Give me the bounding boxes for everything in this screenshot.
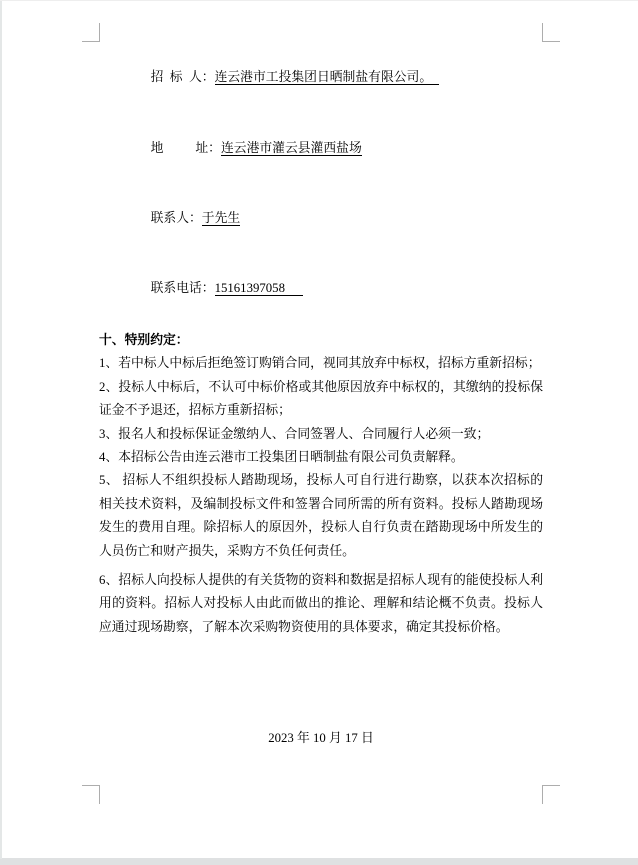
margin-crop-mark-bottom-right xyxy=(542,785,560,804)
address-value: 连云港市灌云县灌西盐场 xyxy=(220,140,362,155)
margin-crop-mark-bottom-left xyxy=(82,785,100,804)
contact-person-label: 联系人： xyxy=(150,210,202,225)
clause-1: 1、若中标人中标后拒绝签订购销合同，视同其放弃中标权，招标方重新招标； xyxy=(99,356,541,371)
address-line xyxy=(99,113,543,183)
tenderer-label: 招 标 人： xyxy=(150,70,215,85)
contact-person-line xyxy=(99,183,543,253)
special-terms-heading: 十、特别约定： xyxy=(99,332,189,347)
contact-phone-label: 联系电话： xyxy=(150,281,215,296)
clause-3: 3、报名人和投标保证金缴纳人、合同签署人、合同履行人必须一致； xyxy=(99,426,490,441)
contact-phone-value: 15161397058 xyxy=(215,281,303,296)
tenderer-line xyxy=(99,43,543,113)
clause-4: 4、本招标公告由连云港市工投集团日晒制盐有限公司负责解释。 xyxy=(99,449,464,464)
address-label: 地 址： xyxy=(150,140,221,155)
document-date: 2023 年 10 月 17 日 xyxy=(268,731,374,746)
page-left-edge xyxy=(0,1,2,859)
margin-crop-mark-top-right xyxy=(542,23,560,42)
clause-6: 6、招标人向投标人提供的有关货物的资料和数据是招标人现有的能使投标人利用的资料。招标人对投标人由此而做出的推论、理解和结论概不负责。投标人应通过现场勘察，了解本次采购物资使用的具体要求，确定其投标价格。 xyxy=(99,572,543,634)
clause-2: 2、投标人中标后，不认可中标价格或其他原因放弃中标权的，其缴纳的投标保证金不予退还，招标方重新招标； xyxy=(99,379,543,418)
document-content xyxy=(99,41,543,751)
clause-5: 5、 招标人不组织投标人踏勘现场，投标人可自行进行勘察，以获本次招标的相关技术资料，及编制投标文件和签署合同所需的所有资料。投标人踏勘现场发生的费用自理。除招标人的原因外，投标人自行负责在踏勘现场中所发生的人员伤亡和财产损失，采购方不负任何责任。 xyxy=(99,473,543,558)
contact-person-value: 于先生 xyxy=(201,210,241,225)
contact-phone-line xyxy=(99,254,543,324)
margin-crop-mark-top-left xyxy=(82,23,100,42)
tenderer-value: 连云港市工投集团日晒制盐有限公司。 xyxy=(215,70,440,85)
